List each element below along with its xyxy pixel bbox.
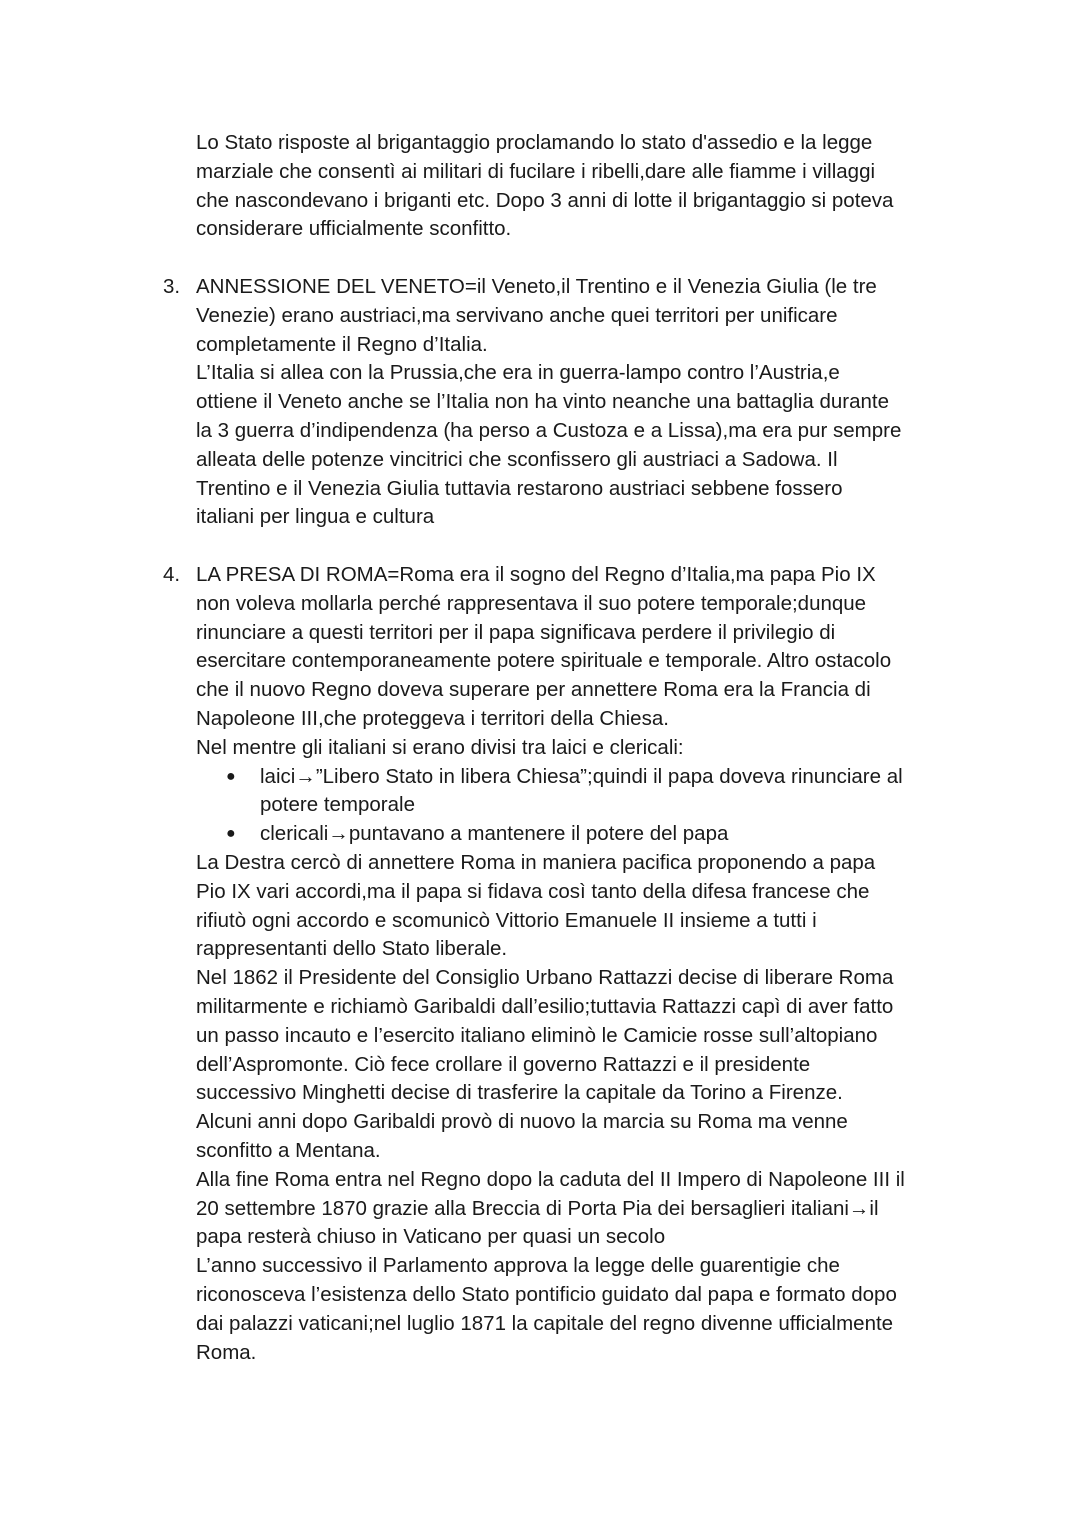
item-4-line: riconosceva l’esistenza dello Stato pontificio guidato dal papa e formato dopo [196,1282,897,1306]
item-4-line: rappresentanti dello Stato liberale. [196,937,508,961]
item-4-line: 20 settembre 1870 grazie alla Breccia di Porta Pia dei bersaglieri italiani→il [196,1196,879,1220]
item-3-line: L’Italia si allea con la Prussia,che era in guerra-lampo contro l’Austria,e [196,361,840,385]
item-3-line: completamente il Regno d’Italia. [196,332,488,356]
item-3-paragraph [196,273,976,532]
bullet-text: clericali→puntavano a mantenere il potere del papa [260,822,729,846]
list-number-3: 3. [163,275,181,298]
item-4-line: rinunciare a questi territori per il papa significava perdere il privilegio di [196,620,836,644]
item-3-line: Trentino e il Venezia Giulia tuttavia restarono austriaci sebbene fossero [196,476,843,500]
intro-line: che nascondevano i briganti etc. Dopo 3 anni di lotte il brigantaggio si poteva [196,188,894,212]
bullet-text: potere temporale [260,793,415,817]
item-4-line: L’anno successivo il Parlamento approva la legge delle guarentigie che [196,1254,840,1278]
item-3-line: la 3 guerra d’indipendenza (ha perso a Custoza e a Lissa),ma era pur sempre [196,418,902,442]
item-4-line: Pio IX vari accordi,ma il papa si fidava così tanto della difesa francese che [196,879,870,903]
item-4-line: esercitare contemporaneamente potere spirituale e temporale. Altro ostacolo [196,649,892,673]
item-4-line: Napoleone III,che proteggeva i territori della Chiesa. [196,706,669,730]
item-4-paragraph [196,561,976,1367]
bullet-icon: ● [226,825,236,843]
item-4-line: successivo Minghetti decise di trasferire la capitale da Torino a Firenze. [196,1081,843,1105]
item-4-line: Nel mentre gli italiani si erano divisi tra laici e clericali: [196,735,684,759]
item-3-line: italiani per lingua e cultura [196,505,435,529]
bullet-item-laici-cont [196,791,976,820]
item-4-line: Nel 1862 il Presidente del Consiglio Urbano Rattazzi decise di liberare Roma [196,966,894,990]
item-4-line: che il nuovo Regno doveva superare per annettere Roma era la Francia di [196,678,871,702]
item-4-line: Alcuni anni dopo Garibaldi provò di nuovo la marcia su Roma ma venne [196,1110,848,1134]
item-4-line: Roma. [196,1340,257,1364]
item-3-line: ottiene il Veneto anche se l’Italia non ha vinto neanche una battaglia durante [196,390,889,414]
item-4-line: sconfitto a Mentana. [196,1138,381,1162]
bullet-text: laici→”Libero Stato in libera Chiesa”;quindi il papa doveva rinunciare al [260,764,903,788]
bullet-item-clericali [196,820,976,849]
item-4-line: dell’Aspromonte. Ciò fece crollare il governo Rattazzi e il presidente [196,1052,811,1076]
item-4-line: Alla fine Roma entra nel Regno dopo la caduta del II Impero di Napoleone III il [196,1167,905,1191]
item-4-line: militarmente e richiamò Garibaldi dall’esilio;tuttavia Rattazzi capì di aver fatto [196,994,894,1018]
intro-paragraph [196,129,976,244]
item-3-line: alleata delle potenze vincitrici che sconfissero gli austriaci a Sadowa. Il [196,447,838,471]
item-4-line: LA PRESA DI ROMA=Roma era il sogno del Regno d’Italia,ma papa Pio IX [196,563,876,586]
item-4-line: non voleva mollarla perché rappresentava il suo potere temporale;dunque [196,591,867,615]
item-3-line: Venezie) erano austriaci,ma servivano anche quei territori per unificare [196,303,838,327]
intro-line: marziale che consentì ai militari di fucilare i ribelli,dare alle fiamme i villaggi [196,159,876,183]
item-4-line: un passo incauto e l’esercito italiano eliminò le Camicie rosse sull’altopiano [196,1023,878,1047]
item-4-line: papa resterà chiuso in Vaticano per quasi un secolo [196,1225,666,1249]
intro-line: Lo Stato risposte al brigantaggio proclamando lo stato d'assedio e la legge [196,131,873,154]
item-3-line: ANNESSIONE DEL VENETO=il Veneto,il Trentino e il Venezia Giulia (le tre [196,275,877,298]
item-4-line: La Destra cercò di annettere Roma in maniera pacifica proponendo a papa [196,850,876,874]
bullet-item-laici [196,763,976,792]
item-4-line: dai palazzi vaticani;nel luglio 1871 la capitale del regno divenne ufficialmente [196,1311,894,1335]
bullet-icon: ● [226,767,236,785]
item-4-line: rifiutò ogni accordo e scomunicò Vittorio Emanuele II insieme a tutti i [196,908,817,932]
list-number-4: 4. [163,563,181,586]
intro-line: considerare ufficialmente sconfitto. [196,217,512,241]
